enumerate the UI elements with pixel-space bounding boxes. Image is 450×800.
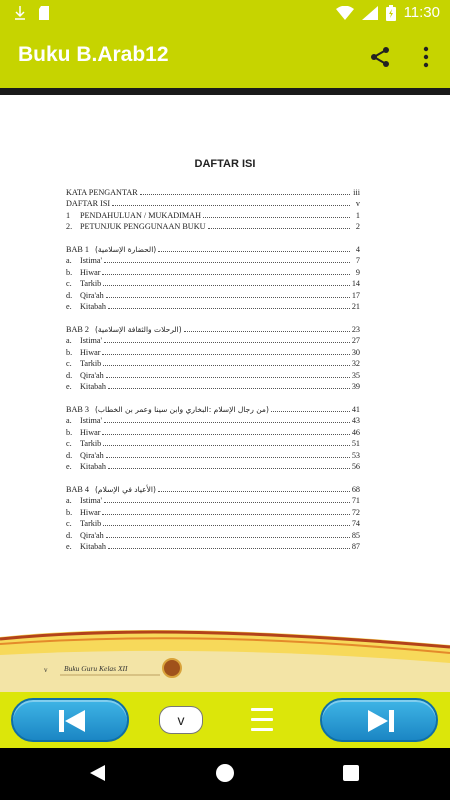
chapter-row: BAB 3 (من رجال الإسلام :البخاري وابن سينا وعمر بن الخطاب) 41 (66, 404, 360, 414)
toc-row: c. Tarkib 74 (66, 519, 360, 528)
chapter-row: BAB 1 (الحضارة الإسلامية) 4 (66, 244, 360, 254)
toc-row: d. Qira'ah 17 (66, 290, 360, 300)
skip-previous-icon (57, 709, 87, 733)
toc-row: a. Istima' 43 (66, 416, 360, 425)
book-page[interactable] (0, 95, 450, 692)
download-icon (14, 5, 26, 21)
signal-icon (362, 6, 378, 20)
home-icon[interactable] (216, 764, 234, 782)
footer-book-title: Buku Guru Kelas XII (64, 664, 128, 673)
next-page-button[interactable] (320, 698, 438, 742)
chapter-row: BAB 4 (الأعياد في الإسلام) 68 (66, 484, 360, 494)
recent-apps-icon[interactable] (343, 765, 359, 781)
toc-row: d. Qira'ah 35 (66, 370, 360, 380)
toc-row: e. Kitabah 39 (66, 382, 360, 391)
app-bar (0, 26, 450, 88)
share-icon[interactable] (368, 45, 392, 69)
previous-page-button[interactable] (11, 698, 129, 742)
toc-row: a. Istima' 71 (66, 496, 360, 505)
toc-row: c. Tarkib 32 (66, 359, 360, 368)
status-bar (0, 0, 450, 26)
sd-card-icon (38, 5, 50, 21)
system-navigation-bar (0, 748, 450, 800)
clock: 11:30 (403, 4, 440, 21)
toc-row: a. Istima' 27 (66, 336, 360, 345)
toc-row: d. Qira'ah 85 (66, 530, 360, 540)
toc-row: a. Istima' 7 (66, 256, 360, 265)
chapter-row: BAB 2 (الرحلات والثقافة الإسلامية) 23 (66, 324, 360, 334)
page-indicator[interactable]: v (159, 706, 203, 734)
menu-icon[interactable] (251, 708, 273, 732)
app-bar-divider (0, 88, 450, 95)
toc-row: KATA PENGANTAR iii (66, 187, 360, 197)
toc-row: b. Hiwar 72 (66, 507, 360, 517)
table-of-contents (66, 185, 360, 551)
wifi-icon (336, 6, 354, 20)
toc-row: 2. PETUNJUK PENGGUNAAN BUKU 2 (66, 222, 360, 231)
page-navigation-bar (0, 692, 450, 748)
page-footer (0, 625, 450, 692)
toc-row: b. Hiwar 9 (66, 267, 360, 277)
toc-row: e. Kitabah 21 (66, 302, 360, 311)
toc-row: 1 PENDAHULUAN / MUKADIMAH 1 (66, 210, 360, 220)
toc-row: c. Tarkib 51 (66, 439, 360, 448)
app-title: Buku B.Arab12 (18, 43, 169, 66)
toc-row: b. Hiwar 30 (66, 347, 360, 357)
toc-row: e. Kitabah 87 (66, 542, 360, 551)
page-title: DAFTAR ISI (194, 158, 256, 170)
battery-charging-icon (386, 5, 396, 21)
toc-row: c. Tarkib 14 (66, 279, 360, 288)
footer-wave-decoration (0, 625, 450, 692)
book-emblem-icon (162, 658, 182, 678)
more-options-icon[interactable] (416, 45, 436, 69)
toc-row: d. Qira'ah 53 (66, 450, 360, 460)
back-icon[interactable] (88, 764, 106, 782)
toc-row: DAFTAR ISI v (66, 199, 360, 208)
toc-row: b. Hiwar 46 (66, 427, 360, 437)
skip-next-icon (366, 709, 396, 733)
footer-page-number: v (44, 666, 48, 674)
toc-row: e. Kitabah 56 (66, 462, 360, 471)
